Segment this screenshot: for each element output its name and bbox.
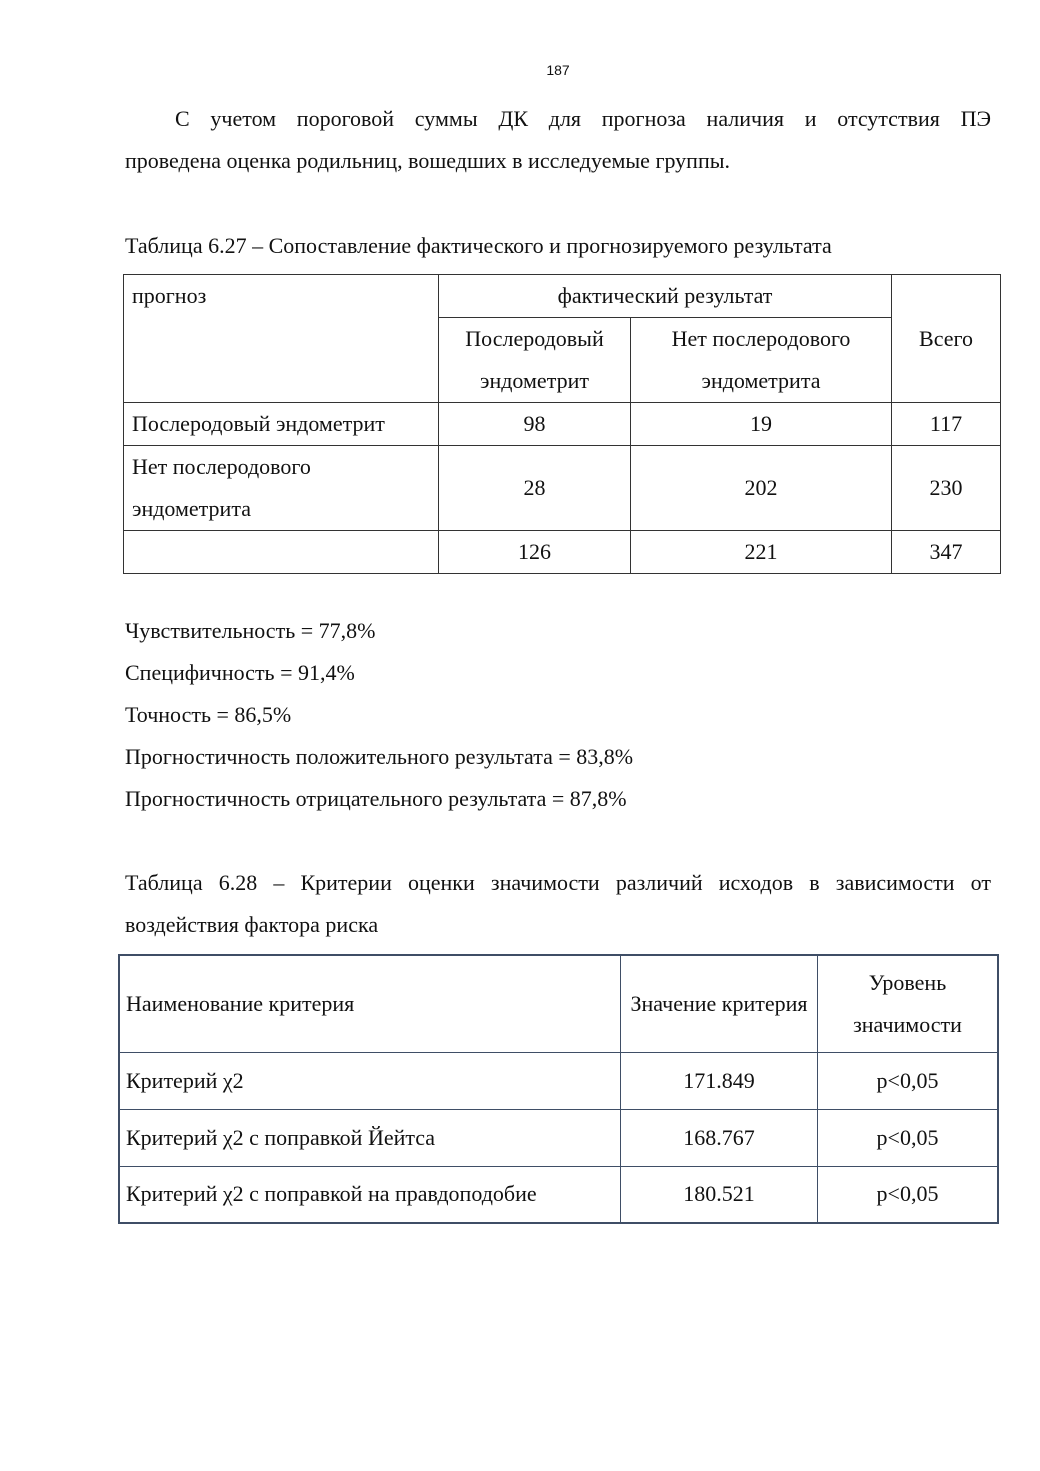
table1-caption: Таблица 6.27 – Сопоставление фактического и прогнозируемого результата — [125, 233, 832, 258]
header-criterion-name: Наименование критерия — [119, 955, 621, 1052]
criterion-name: Критерий χ2 с поправкой Йейтса — [119, 1109, 621, 1166]
cell-pe: 98 — [439, 403, 631, 446]
cell-no-pe: 221 — [631, 531, 892, 574]
prediction-table — [123, 274, 1001, 574]
significance-level: p<0,05 — [818, 1052, 999, 1109]
table2-caption — [125, 862, 991, 946]
table-row — [119, 1109, 998, 1166]
criterion-name: Критерий χ2 с поправкой на правдоподобие — [119, 1166, 621, 1223]
header-significance-level: Уровень значимости — [818, 955, 999, 1052]
header-total: Всего — [892, 275, 1001, 403]
cell-pe: 28 — [439, 446, 631, 531]
header-actual-result: фактический результат — [439, 275, 892, 318]
intro-line-1: С учетом пороговой суммы ДК для прогноза наличия и отсутствия ПЭ — [175, 106, 991, 131]
criterion-value: 180.521 — [621, 1166, 818, 1223]
cell-total: 117 — [892, 403, 1001, 446]
metrics-list — [125, 610, 633, 820]
cell-pe: 126 — [439, 531, 631, 574]
intro-line-2: проведена оценка родильниц, вошедших в исследуемые группы. — [125, 148, 730, 173]
metric-sensitivity: Чувствительность = 77,8% — [125, 618, 376, 643]
cell-no-pe: 19 — [631, 403, 892, 446]
criteria-table — [118, 954, 999, 1224]
criterion-value: 171.849 — [621, 1052, 818, 1109]
table2-caption-line-2: воздействия фактора риска — [125, 912, 379, 937]
cell-total: 347 — [892, 531, 1001, 574]
header-prognosis: прогноз — [124, 275, 439, 403]
significance-level: p<0,05 — [818, 1109, 999, 1166]
metric-ppv: Прогностичность положительного результата = 83,8% — [125, 744, 634, 769]
row-label: Послеродовый эндометрит — [124, 403, 439, 446]
cell-no-pe: 202 — [631, 446, 892, 531]
metric-npv: Прогностичность отрицательного результата = 87,8% — [125, 786, 627, 811]
criterion-value: 168.767 — [621, 1109, 818, 1166]
table-row — [119, 1166, 998, 1223]
table-row — [119, 1052, 998, 1109]
row-label: Нет послеродового эндометрита — [124, 446, 439, 531]
cell-total: 230 — [892, 446, 1001, 531]
criterion-name: Критерий χ2 — [119, 1052, 621, 1109]
header-criterion-value: Значение критерия — [621, 955, 818, 1052]
metric-specificity: Специфичность = 91,4% — [125, 660, 355, 685]
row-label — [124, 531, 439, 574]
page-number: 187 — [546, 62, 570, 78]
significance-level: p<0,05 — [818, 1166, 999, 1223]
metric-accuracy: Точность = 86,5% — [125, 702, 292, 727]
header-col-no-pe: Нет послеродового эндометрита — [631, 318, 892, 403]
table-row-totals — [124, 531, 1001, 574]
table2-caption-line-1: Таблица 6.28 – Критерии оценки значимости различий исходов в зависимости от — [125, 870, 991, 895]
header-col-pe: Послеродовый эндометрит — [439, 318, 631, 403]
intro-paragraph — [125, 98, 991, 182]
table-row — [124, 403, 1001, 446]
table-row — [124, 446, 1001, 531]
